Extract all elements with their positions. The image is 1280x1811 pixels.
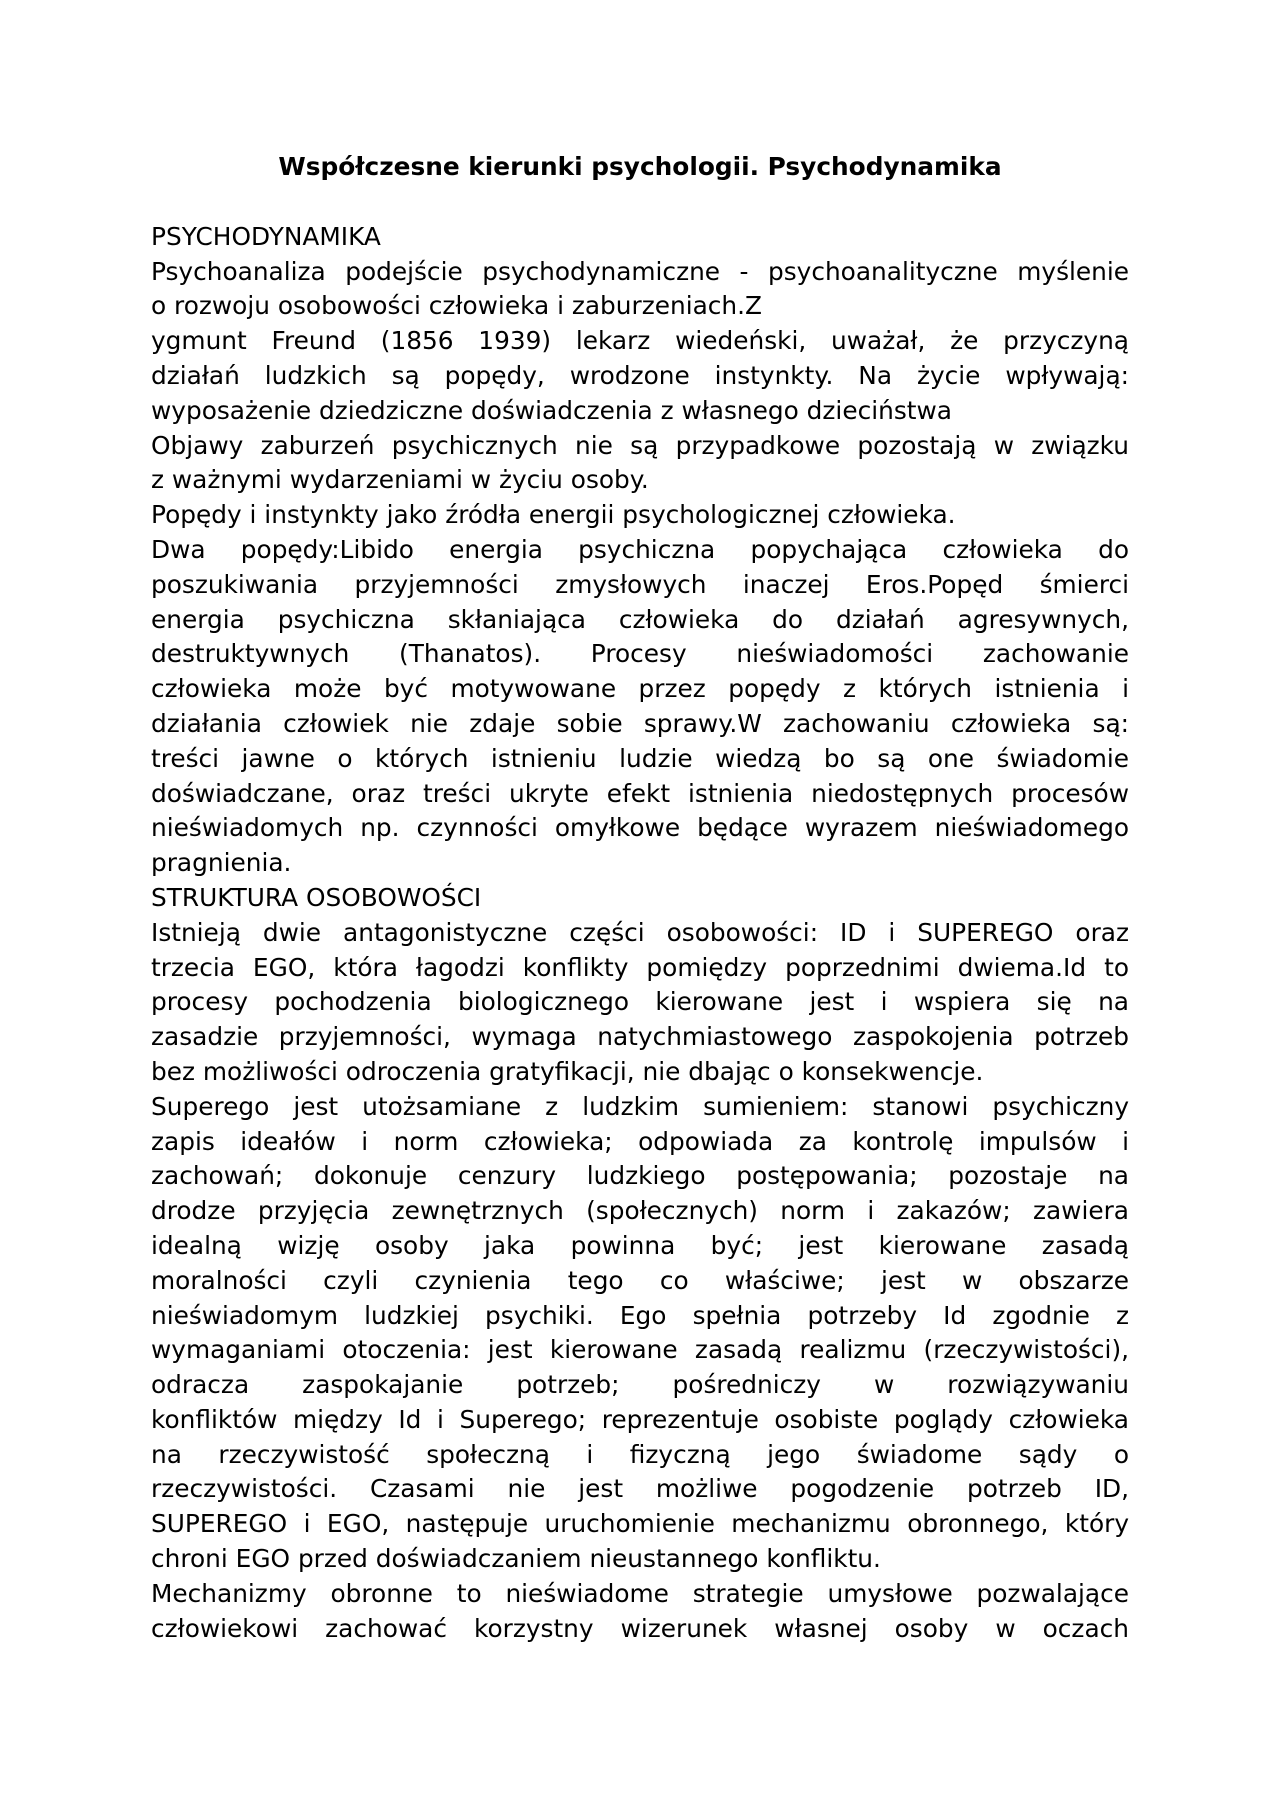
text-line: pragnienia.: [151, 848, 292, 878]
text-line: Istnieją dwie antagonistyczne części osobowości: ID i SUPEREGO oraz: [151, 917, 1129, 947]
text-line: odracza zaspokajanie potrzeb; pośredniczy w rozwiązywaniu: [151, 1370, 1129, 1400]
text-line: destruktywnych (Thanatos). Procesy nieświadomości zachowanie: [151, 639, 1129, 669]
text-line: rzeczywistości. Czasami nie jest możliwe pogodzenie potrzeb ID,: [151, 1474, 1129, 1504]
text-line: działań ludzkich są popędy, wrodzone instynkty. Na życie wpływają:: [151, 360, 1129, 390]
text-line: Objawy zaburzeń psychicznych nie są przypadkowe pozostają w związku: [151, 430, 1129, 460]
text-line: treści jawne o których istnieniu ludzie wiedzą bo są one świadomie: [151, 743, 1129, 773]
text-line: wymaganiami otoczenia: jest kierowane zasadą realizmu (rzeczywistości),: [151, 1335, 1129, 1365]
text-line: człowiekowi zachować korzystny wizerunek własnej osoby w oczach: [151, 1613, 1129, 1643]
text-line: konfliktów między Id i Superego; reprezentuje osobiste poglądy człowieka: [151, 1404, 1129, 1434]
text-line: energia psychiczna skłaniająca człowieka do działań agresywnych,: [151, 604, 1129, 634]
text-line: Popędy i instynkty jako źródła energii psychologicznej człowieka.: [151, 500, 956, 530]
text-line: o rozwoju osobowości człowieka i zaburzeniach.Z: [151, 291, 762, 321]
text-line: zachowań; dokonuje cenzury ludzkiego postępowania; pozostaje na: [151, 1161, 1129, 1191]
document-body: [151, 150, 1129, 1646]
text-line: SUPEREGO i EGO, następuje uruchomienie mechanizmu obronnego, który: [151, 1509, 1129, 1539]
document-text: [151, 220, 1129, 1647]
text-line: idealną wizję osoby jaka powinna być; jest kierowane zasadą: [151, 1230, 1129, 1260]
text-line: nieświadomym ludzkiej psychiki. Ego spełnia potrzeby Id zgodnie z: [151, 1300, 1129, 1330]
text-line: Psychoanaliza podejście psychodynamiczne - psychoanalityczne myślenie: [151, 256, 1129, 286]
text-line: drodze przyjęcia zewnętrznych (społecznych) norm i zakazów; zawiera: [151, 1196, 1129, 1226]
text-line: nieświadomych np. czynności omyłkowe będące wyrazem nieświadomego: [151, 813, 1129, 843]
text-line: procesy pochodzenia biologicznego kierowane jest i wspiera się na: [151, 987, 1129, 1017]
text-line: STRUKTURA OSOBOWOŚCI: [151, 882, 482, 912]
text-line: zapis ideałów i norm człowieka; odpowiada za kontrolę impulsów i: [151, 1126, 1129, 1156]
text-line: bez możliwości odroczenia gratyfikacji, nie dbając o konsekwencje.: [151, 1056, 984, 1086]
text-line: człowieka może być motywowane przez popędy z których istnienia i: [151, 674, 1129, 704]
text-line: działania człowiek nie zdaje sobie sprawy.W zachowaniu człowieka są:: [151, 708, 1129, 738]
text-line: poszukiwania przyjemności zmysłowych inaczej Eros.Popęd śmierci: [151, 569, 1129, 599]
text-line: Dwa popędy:Libido energia psychiczna popychająca człowieka do: [151, 534, 1129, 564]
text-line: PSYCHODYNAMIKA: [151, 221, 381, 251]
text-line: zasadzie przyjemności, wymaga natychmiastowego zaspokojenia potrzeb: [151, 1022, 1129, 1052]
title-spacing: [151, 185, 1129, 220]
text-line: trzecia EGO, która łagodzi konflikty pomiędzy poprzednimi dwiema.Id to: [151, 952, 1129, 982]
text-line: z ważnymi wydarzeniami w życiu osoby.: [151, 465, 649, 495]
text-line: chroni EGO przed doświadczaniem nieustannego konfliktu.: [151, 1544, 881, 1574]
text-line: Superego jest utożsamiane z ludzkim sumieniem: stanowi psychiczny: [151, 1091, 1129, 1121]
text-line: doświadczane, oraz treści ukryte efekt istnienia niedostępnych procesów: [151, 778, 1129, 808]
text-line: moralności czyli czynienia tego co właściwe; jest w obszarze: [151, 1265, 1129, 1295]
text-line: Mechanizmy obronne to nieświadome strategie umysłowe pozwalające: [151, 1578, 1129, 1608]
text-line: na rzeczywistość społeczną i fizyczną jego świadome sądy o: [151, 1439, 1129, 1469]
text-line: ygmunt Freund (1856 1939) lekarz wiedeński, uważał, że przyczyną: [151, 326, 1129, 356]
document-title: Współczesne kierunki psychologii. Psychodynamika: [278, 152, 1002, 181]
text-line: wyposażenie dziedziczne doświadczenia z własnego dzieciństwa: [151, 395, 952, 425]
